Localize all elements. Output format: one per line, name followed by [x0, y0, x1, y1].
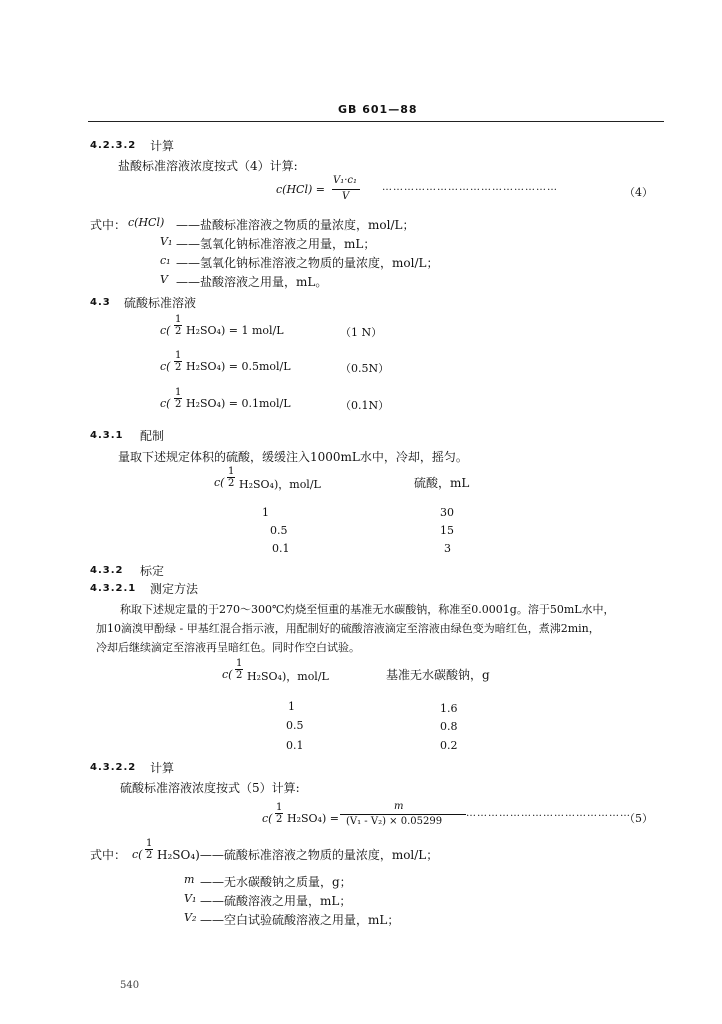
- table1-row1-b: 30: [440, 506, 454, 519]
- table2-half-fraction: $\frac{1}{2}$: [236, 658, 243, 681]
- section-title-4321: 测定方法: [150, 582, 199, 596]
- method-para-line2: 加10滴溴甲酚绿 - 甲基红混合指示液，用配制好的硫酸溶液滴定至溶液由绿色变为暗红色，煮沸2min，: [96, 622, 600, 635]
- table1-row1-a: 1: [262, 506, 269, 519]
- def-text-c-h2so4: H₂SO₄)——硫酸标准溶液之物质的量浓度，mol/L；: [157, 848, 439, 862]
- where-label-5: 式中：: [90, 848, 127, 862]
- half-fraction-2: $\frac{1}{2}$: [175, 350, 182, 373]
- def-sym-v1-b: V₁: [184, 892, 197, 905]
- table1-col1-header: H₂SO₄)，mol/L: [239, 478, 321, 491]
- def-sym-v2: V₂: [184, 911, 197, 924]
- table2-row2-b: 0.8: [440, 720, 458, 733]
- conc-species-1: H₂SO₄) = 1 mol/L: [186, 324, 284, 337]
- normality-3: （0.1N）: [340, 399, 390, 412]
- section-title-432: 标定: [140, 564, 165, 578]
- half-fraction-1: $\frac{1}{2}$: [175, 314, 182, 337]
- half-fraction-3: $\frac{1}{2}$: [175, 387, 182, 410]
- table2-col2-header: 基准无水碳酸钠，g: [386, 668, 490, 682]
- def-sym-m: m: [184, 873, 195, 886]
- where-5-c: c(: [132, 848, 143, 861]
- formula-4-denominator: V: [342, 191, 350, 202]
- table2-row1-a: 1: [288, 700, 295, 713]
- def-text-m: ——无水碳酸钠之质量，g；: [200, 875, 352, 889]
- section-number-431: 4.3.1: [90, 430, 124, 441]
- formula-intro-4: 盐酸标准溶液浓度按式（4）计算:: [118, 159, 298, 173]
- conc-c-3: c(: [160, 397, 171, 410]
- method-para-line3: 冷却后继续滴定至溶液再呈暗红色。同时作空白试验。: [96, 641, 360, 654]
- table1-row3-b: 3: [444, 542, 451, 555]
- normality-2: （0.5N）: [340, 362, 390, 375]
- def-sym-c-hcl: c(HCl): [128, 216, 165, 229]
- table2-row3-a: 0.1: [286, 739, 304, 752]
- standard-number: GB 601—88: [338, 103, 418, 116]
- formula-5-c: c(: [262, 812, 273, 825]
- table2-row2-a: 0.5: [286, 719, 304, 732]
- section-title-4322: 计算: [150, 761, 175, 775]
- where-5-half-fraction: $\frac{1}{2}$: [146, 838, 153, 861]
- formula-4-fraction-bar: [332, 189, 360, 190]
- page-number: 540: [120, 980, 140, 991]
- table2-row1-b: 1.6: [440, 702, 458, 715]
- formula-5-leader: ………………………………………: [466, 808, 631, 819]
- formula-4-lhs: c(HCl) =: [276, 183, 325, 196]
- table1-row3-a: 0.1: [272, 542, 290, 555]
- def-sym-v: V: [160, 273, 168, 286]
- formula-4-numerator: V₁·c₁: [333, 175, 358, 186]
- table2-col1-header: H₂SO₄)，mol/L: [247, 670, 329, 683]
- def-text-c1: ——氢氧化钠标准溶液之物质的量浓度，mol/L；: [176, 256, 439, 270]
- def-text-v1-b: ——硫酸溶液之用量，mL；: [200, 894, 352, 908]
- table2-row3-b: 0.2: [440, 739, 458, 752]
- section-title-4232: 计算: [150, 139, 175, 153]
- table1-col2-header: 硫酸，mL: [414, 476, 470, 490]
- formula-intro-5: 硫酸标准溶液浓度按式（5）计算:: [120, 781, 300, 795]
- table1-row2-b: 15: [440, 524, 454, 537]
- formula-5-numerator: m: [394, 801, 404, 812]
- section-title-43: 硫酸标准溶液: [124, 296, 197, 310]
- method-para-line1: 称取下述规定量的于270～300℃灼烧至恒重的基准无水碳酸钠，称准至0.0001g。溶于50mL水中，: [120, 603, 615, 616]
- normality-1: （1 N）: [340, 326, 383, 339]
- conc-species-3: H₂SO₄) = 0.1mol/L: [186, 397, 291, 410]
- section-number-4232: 4.2.3.2: [90, 140, 137, 151]
- table1-half-fraction: $\frac{1}{2}$: [228, 466, 235, 489]
- formula-5-half-fraction: $\frac{1}{2}$: [276, 802, 283, 825]
- formula-5-number: （5）: [624, 812, 653, 825]
- formula-5-fraction-bar: [340, 814, 466, 815]
- section-title-431: 配制: [140, 429, 165, 443]
- def-sym-c1: c₁: [160, 254, 171, 267]
- formula-4-leader: …………………………………………: [382, 182, 558, 193]
- section-number-432: 4.3.2: [90, 565, 124, 576]
- header-rule: [88, 121, 664, 122]
- section-number-43: 4.3: [90, 297, 111, 308]
- def-sym-v1: V₁: [160, 235, 173, 248]
- def-text-v2: ——空白试验硫酸溶液之用量，mL；: [200, 913, 400, 927]
- table2-col1-c: c(: [222, 668, 233, 681]
- section-number-4322: 4.3.2.2: [90, 762, 137, 773]
- def-text-v1: ——氢氧化钠标准溶液之用量，mL；: [176, 237, 376, 251]
- where-label-4: 式中：: [90, 218, 127, 232]
- formula-5-denominator: (V₁ - V₂) × 0.05299: [346, 816, 443, 827]
- def-text-v: ——盐酸溶液之用量，mL。: [176, 275, 328, 289]
- conc-species-2: H₂SO₄) = 0.5mol/L: [186, 360, 291, 373]
- table1-col1-c: c(: [214, 476, 225, 489]
- conc-c-1: c(: [160, 324, 171, 337]
- conc-c-2: c(: [160, 360, 171, 373]
- preparation-text: 量取下述规定体积的硫酸，缓缓注入1000mL水中，冷却，摇匀。: [118, 450, 468, 464]
- table1-row2-a: 0.5: [270, 524, 288, 537]
- formula-5-lhs: H₂SO₄) =: [287, 812, 339, 825]
- formula-4-number: （4）: [624, 186, 653, 199]
- section-number-4321: 4.3.2.1: [90, 583, 137, 594]
- def-text-c-hcl: ——盐酸标准溶液之物质的量浓度，mol/L；: [176, 218, 415, 232]
